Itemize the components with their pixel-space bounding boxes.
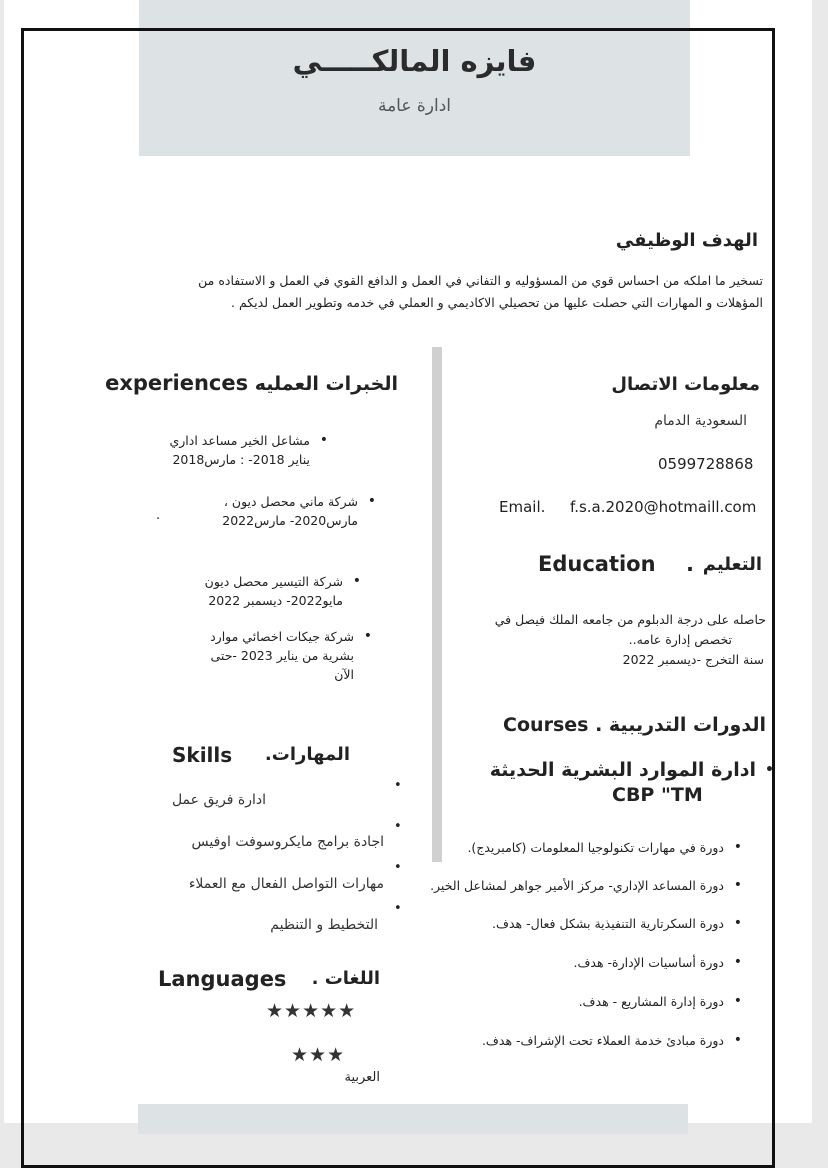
courses-heading-en: Courses (503, 714, 589, 736)
email-label: Email. (499, 498, 546, 516)
courses-main-line-2: CBP "TM (612, 784, 703, 806)
skills-heading-en: Skills (172, 743, 233, 767)
course-item: • دورة في مهارات تكنولوجيا المعلومات (كامبريدج). (467, 838, 724, 857)
skills-heading-ar: المهارات. (264, 744, 350, 765)
skill-bullet: • (394, 860, 402, 875)
course-item: • دورة أساسيات الإدارة- هدف. (573, 953, 724, 972)
education-line-3: سنة التخرج -ديسمبر 2022 (622, 652, 764, 667)
courses-main-item (490, 757, 756, 783)
education-heading-dot: . (686, 552, 694, 576)
languages-heading-en: Languages (158, 967, 287, 991)
experience-item: • شركة التيسير محصل ديون مايو2022- ديسمبر 2022 (205, 572, 343, 610)
footer-banner (138, 1104, 688, 1134)
contact-email: f.s.a.2020@hotmaill.com (570, 498, 757, 516)
objective-heading: الهدف الوظيفي (615, 230, 758, 251)
courses-main-line-1: • ادارة الموارد البشرية الحديثة (490, 757, 756, 783)
experience-heading (105, 371, 398, 395)
languages-heading-ar: اللغات . (311, 968, 380, 989)
star-rating-5: ★★★★★ (266, 1000, 357, 1022)
candidate-name: فايزه المالكـــــي (292, 44, 537, 78)
experience-item: • شركة ماني محصل ديون ، مارس2020- مارس2022 (222, 492, 358, 530)
contact-location: السعودية الدمام (654, 413, 747, 429)
skill-bullet: • (394, 901, 402, 916)
skill-item: ادارة فريق عمل (171, 792, 266, 808)
education-line-1: حاصله على درجة الدبلوم من جامعه الملك فيصل في (494, 612, 766, 627)
objective-text: تسخير ما املكه من احساس قوي من المسؤوليه و التفاني في العمل و الدافع القوي في العمل و الاستفاده من المؤهلات و المهارات التي حصلت عليها من تحصيلي الاكاديمي و العملي في خدمه وتطوير العمل لديكم . (198, 273, 763, 310)
experience-item: • مشاعل الخير مساعد اداري يناير 2018- : مارس2018 (169, 431, 310, 469)
experience-heading-en: experiences (105, 371, 249, 395)
course-item: • دورة السكرتارية التنفيذية بشكل فعال- هدف. (492, 914, 724, 933)
education-heading-ar: التعليم (702, 554, 762, 575)
skill-item: التخطيط و التنظيم (270, 917, 378, 933)
experience-heading-ar: الخبرات العمليه (254, 373, 398, 395)
skill-item: اجادة برامج مايكروسوفت اوفيس (191, 834, 384, 850)
skill-bullet: • (394, 778, 402, 793)
course-item: • دورة إدارة المشاريع - هدف. (579, 992, 724, 1011)
contact-heading: معلومات الاتصال (611, 374, 760, 395)
column-divider (432, 347, 442, 862)
star-rating-3: ★★★ (291, 1044, 346, 1066)
contact-phone: 0599728868 (658, 455, 754, 473)
course-item: • دورة مبادئ خدمة العملاء تحت الإشراف- هدف. (482, 1031, 724, 1050)
experience-item: • شركة جيكات اخصائي موارد بشرية من يناير 2023 -حتى الآن (210, 627, 354, 684)
courses-heading-ar: الدورات التدريبية . (595, 714, 766, 736)
stray-dot: . (156, 508, 161, 523)
language-item: العربية (344, 1070, 380, 1085)
education-line-2: تخصص إدارة عامه.. (628, 632, 732, 647)
skill-bullet: • (394, 819, 402, 834)
courses-heading (503, 714, 766, 736)
skill-item: مهارات التواصل الفعال مع العملاء (188, 876, 384, 892)
course-item: • دورة المساعد الإداري- مركز الأمير جواهر لمشاعل الخير. (430, 876, 724, 895)
candidate-title: ادارة عامة (377, 96, 452, 116)
education-heading-en: Education (538, 552, 656, 576)
